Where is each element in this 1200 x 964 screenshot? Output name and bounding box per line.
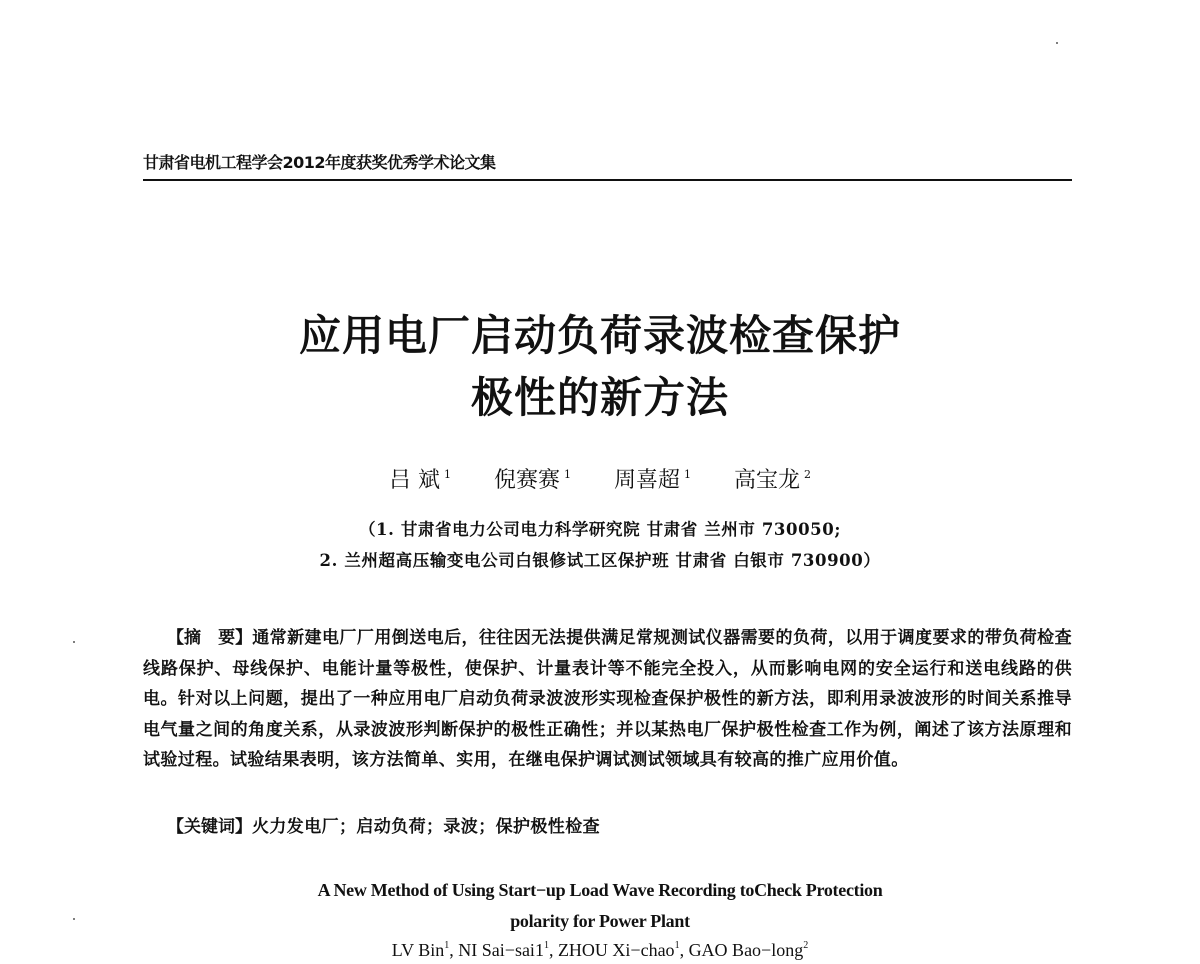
english-author-affiliation-mark: 1 <box>674 940 680 951</box>
author-name: 周喜超 <box>613 468 680 493</box>
english-author-affiliation-mark: 2 <box>803 940 809 951</box>
scan-speck <box>1056 42 1058 44</box>
author-name: 高宝龙 <box>734 468 801 493</box>
keywords-label: 【关键词】 <box>167 817 252 837</box>
author-affiliation-mark: 1 <box>684 468 691 481</box>
paper-title-line-2: 极性的新方法 <box>470 373 729 422</box>
english-author-name: GAO Bao−long <box>688 940 804 960</box>
author-list <box>150 463 1050 494</box>
english-author-name: ZHOU Xi−chao <box>557 940 675 960</box>
abstract-text: 通常新建电厂厂用倒送电后，往往因无法提供满足常规测试仪器需要的负荷，以用于调度要求的带负荷检查线路保护、母线保护、电能计量等极性，使保护、计量表计等不能完全投入，从而影响电网的安全运行和送电线路的供电。针对以上问题，提出了一种应用电厂启动负荷录波波形实现检查保护极性的新方法，即利用录波波形的时间关系推导电气量之间的角度关系，从录波波形判断保护的极性正确性；并以某热电厂保护极性检查工作为例，阐述了该方法原理和试验过程。试验结果表明，该方法简单、实用，在继电保护调试测试领域具有较高的推广应用价值。 <box>143 628 1072 770</box>
abstract-label: 【摘 要】 <box>167 628 253 648</box>
english-title-line-1: A New Method of Using Start−up Load Wave Recording toCheck Protection <box>317 880 883 900</box>
english-author-affiliation-mark: 1 <box>543 940 549 951</box>
author <box>494 463 571 494</box>
keywords <box>167 812 1067 837</box>
author <box>389 463 451 494</box>
keywords-text: 火力发电厂；启动负荷；录波；保护极性检查 <box>252 817 600 837</box>
paper-title <box>150 305 1050 429</box>
author-affiliation-mark: 1 <box>563 468 571 481</box>
paper-title-line-1: 应用电厂启动负荷录波检查保护 <box>298 311 901 360</box>
english-author-name: NI Sai−sai1 <box>458 940 544 960</box>
affiliation-line-2: 2. 兰州超高压输变电公司白银修试工区保护班 甘肃省 白银市 730900） <box>319 551 881 570</box>
abstract <box>143 623 1072 776</box>
scan-speck <box>73 918 75 920</box>
author-affiliation-mark: 1 <box>443 468 451 481</box>
english-author-name: LV Bin <box>391 940 445 960</box>
english-title-line-2: polarity for Power Plant <box>510 911 690 931</box>
affiliation-line-1: （1. 甘肃省电力公司电力科学研究院 甘肃省 兰州市 730050; <box>358 520 842 539</box>
english-author-separator: , <box>548 940 558 960</box>
english-author-separator: , <box>679 940 689 960</box>
author <box>734 463 811 494</box>
author-affiliation-mark: 2 <box>804 468 812 481</box>
author-name: 吕 斌 <box>388 468 440 493</box>
scan-speck <box>73 641 75 643</box>
author-name: 倪赛赛 <box>493 468 560 493</box>
english-author-separator: , <box>449 940 459 960</box>
author <box>614 463 691 494</box>
running-header: 甘肃省电机工程学会2012年度获奖优秀学术论文集 <box>143 150 1072 181</box>
english-author-affiliation-mark: 1 <box>444 940 450 951</box>
english-author-list <box>150 940 1050 961</box>
